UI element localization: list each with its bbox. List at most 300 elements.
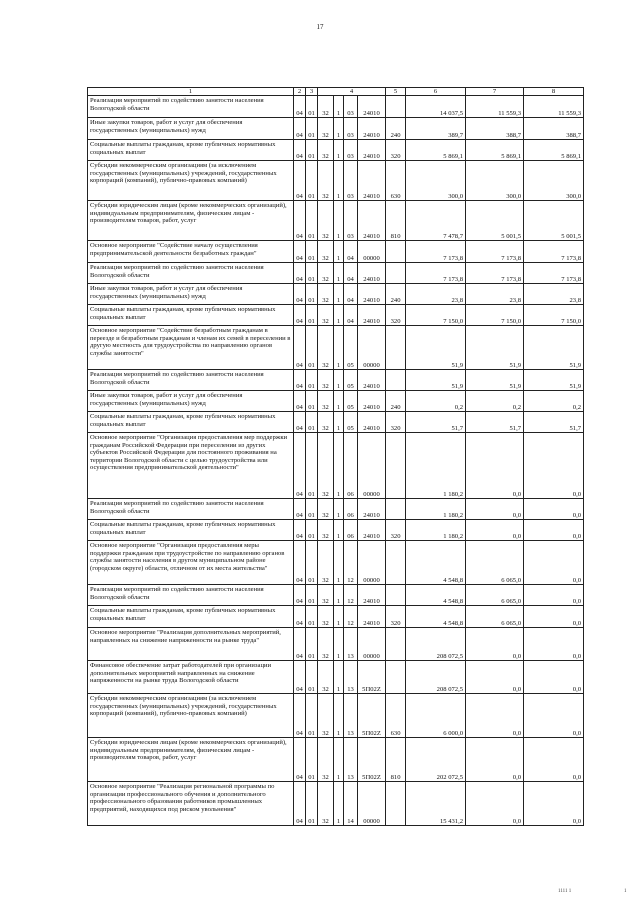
row-cell-c2: 04	[294, 541, 306, 585]
row-cell-c6: 5 869,1	[406, 140, 466, 161]
row-cell-c5	[386, 782, 406, 826]
footer-code: 1111 1	[558, 889, 572, 894]
row-cell-k4: 00000	[358, 433, 386, 499]
row-cell-k3: 13	[344, 738, 358, 782]
row-name-cell: Реализация мероприятий по содействию занятости населения Вологодской области	[88, 263, 294, 284]
row-cell-k4: 00000	[358, 241, 386, 263]
row-cell-c2: 04	[294, 391, 306, 412]
table-row	[88, 391, 584, 412]
row-cell-c3: 01	[306, 284, 318, 305]
row-cell-k2: 1	[334, 370, 344, 391]
row-cell-c2: 04	[294, 520, 306, 541]
row-cell-k3: 12	[344, 606, 358, 628]
row-cell-c7: 51,9	[466, 326, 524, 370]
row-cell-c5: 240	[386, 284, 406, 305]
row-cell-c8: 0,0	[524, 694, 584, 738]
row-cell-c6: 4 548,8	[406, 585, 466, 606]
row-cell-k4: 24010	[358, 201, 386, 241]
row-cell-c2: 04	[294, 201, 306, 241]
row-cell-k1: 32	[318, 241, 334, 263]
row-name-cell: Социальные выплаты гражданам, кроме публичных нормативных социальных выплат	[88, 412, 294, 433]
row-cell-c5: 630	[386, 161, 406, 201]
row-cell-c5: 320	[386, 412, 406, 433]
row-cell-c2: 04	[294, 628, 306, 661]
row-cell-c6: 7 173,8	[406, 263, 466, 284]
table-row	[88, 520, 584, 541]
row-cell-c6: 51,9	[406, 326, 466, 370]
row-cell-c3: 01	[306, 161, 318, 201]
row-cell-c8: 0,0	[524, 738, 584, 782]
row-cell-c7: 0,2	[466, 391, 524, 412]
row-cell-k3: 12	[344, 585, 358, 606]
row-cell-c3: 01	[306, 585, 318, 606]
row-cell-c3: 01	[306, 201, 318, 241]
row-cell-c7: 6 065,0	[466, 541, 524, 585]
row-cell-k2: 1	[334, 161, 344, 201]
row-cell-k2: 1	[334, 738, 344, 782]
row-cell-k2: 1	[334, 140, 344, 161]
row-name-cell: Субсидии некоммерческим организациям (за исключением государственных (муниципальных) учреждений, государственных корпораций (компаний), публично-правовых компаний)	[88, 694, 294, 738]
row-cell-c7: 0,0	[466, 694, 524, 738]
row-cell-k4: 00000	[358, 782, 386, 826]
table-row	[88, 606, 584, 628]
row-cell-c7: 0,0	[466, 433, 524, 499]
row-cell-c5	[386, 263, 406, 284]
row-cell-k4: 24010	[358, 585, 386, 606]
row-cell-c7: 0,0	[466, 499, 524, 520]
row-cell-k3: 03	[344, 201, 358, 241]
table-row	[88, 140, 584, 161]
row-cell-c6: 4 548,8	[406, 541, 466, 585]
row-cell-k2: 1	[334, 606, 344, 628]
row-cell-c2: 04	[294, 433, 306, 499]
footer-mark: 1	[624, 889, 627, 894]
row-cell-c8: 0,0	[524, 499, 584, 520]
row-cell-c7: 51,9	[466, 370, 524, 391]
row-cell-k4: 24010	[358, 263, 386, 284]
row-cell-k3: 12	[344, 541, 358, 585]
row-cell-c3: 01	[306, 628, 318, 661]
row-cell-c5: 810	[386, 201, 406, 241]
row-cell-c2: 04	[294, 412, 306, 433]
table-row	[88, 263, 584, 284]
row-cell-c8: 300,0	[524, 161, 584, 201]
row-cell-k1: 32	[318, 782, 334, 826]
row-cell-c5	[386, 628, 406, 661]
row-cell-c7: 300,0	[466, 161, 524, 201]
row-cell-k3: 06	[344, 520, 358, 541]
row-cell-k4: 00000	[358, 326, 386, 370]
table-row	[88, 661, 584, 694]
row-cell-k2: 1	[334, 118, 344, 140]
row-cell-k2: 1	[334, 782, 344, 826]
row-cell-k3: 05	[344, 412, 358, 433]
row-cell-c6: 51,9	[406, 370, 466, 391]
table-row	[88, 370, 584, 391]
row-cell-c8: 51,9	[524, 326, 584, 370]
row-cell-k3: 04	[344, 305, 358, 326]
row-cell-k3: 03	[344, 140, 358, 161]
row-cell-c3: 01	[306, 694, 318, 738]
row-cell-c8: 23,8	[524, 284, 584, 305]
row-cell-k1: 32	[318, 201, 334, 241]
row-name-cell: Основное мероприятие "Содействие безработным гражданам в переезде и безработным гражданам и членам их семей в переселении в другую местность для трудоустройства по направлению органов службы занятости"	[88, 326, 294, 370]
row-cell-k4: 24010	[358, 284, 386, 305]
row-cell-k4: 24010	[358, 606, 386, 628]
row-cell-c2: 04	[294, 241, 306, 263]
row-cell-c3: 01	[306, 433, 318, 499]
row-cell-k3: 05	[344, 326, 358, 370]
row-cell-c7: 388,7	[466, 118, 524, 140]
table-row	[88, 241, 584, 263]
budget-table	[87, 87, 584, 826]
row-cell-k1: 32	[318, 541, 334, 585]
row-cell-c8: 0,2	[524, 391, 584, 412]
table-row	[88, 694, 584, 738]
row-cell-c6: 1 180,2	[406, 520, 466, 541]
row-cell-c2: 04	[294, 284, 306, 305]
row-cell-k3: 14	[344, 782, 358, 826]
row-name-cell: Социальные выплаты гражданам, кроме публичных нормативных социальных выплат	[88, 606, 294, 628]
row-cell-c3: 01	[306, 606, 318, 628]
row-cell-c3: 01	[306, 499, 318, 520]
row-cell-c6: 51,7	[406, 412, 466, 433]
page-number: 17	[316, 23, 324, 31]
row-cell-k1: 32	[318, 412, 334, 433]
table-row	[88, 326, 584, 370]
row-cell-c8: 7 173,8	[524, 263, 584, 284]
table-body	[88, 88, 584, 826]
row-cell-c8: 11 559,3	[524, 96, 584, 118]
row-cell-k2: 1	[334, 628, 344, 661]
header-cell-8: 8	[524, 88, 584, 96]
row-cell-c7: 6 065,0	[466, 606, 524, 628]
row-cell-k3: 05	[344, 370, 358, 391]
row-cell-c7: 11 559,3	[466, 96, 524, 118]
row-cell-k2: 1	[334, 694, 344, 738]
row-cell-k1: 32	[318, 738, 334, 782]
row-cell-k4: 24010	[358, 305, 386, 326]
row-cell-c7: 6 065,0	[466, 585, 524, 606]
row-cell-c6: 0,2	[406, 391, 466, 412]
table-row	[88, 499, 584, 520]
row-cell-c5	[386, 433, 406, 499]
row-cell-c3: 01	[306, 661, 318, 694]
row-cell-k4: 5П02Z	[358, 738, 386, 782]
row-cell-k4: 24010	[358, 118, 386, 140]
header-cell-6: 6	[406, 88, 466, 96]
row-cell-k2: 1	[334, 433, 344, 499]
row-cell-c8: 5 001,5	[524, 201, 584, 241]
row-cell-k1: 32	[318, 433, 334, 499]
row-cell-c2: 04	[294, 326, 306, 370]
row-cell-c6: 1 180,2	[406, 499, 466, 520]
row-name-cell: Реализация мероприятий по содействию занятости населения Вологодской области	[88, 585, 294, 606]
row-name-cell: Основное мероприятие "Реализация дополнительных мероприятий, направленных на снижение напряженности на рынке труда"	[88, 628, 294, 661]
row-name-cell: Финансовое обеспечение затрат работодателей при организации дополнительных мероприятий направленных на снижение напряженности на рынке труда Вологодской области	[88, 661, 294, 694]
row-cell-c3: 01	[306, 391, 318, 412]
row-name-cell: Основное мероприятие "Реализация региональной программы по организации профессионального обучения и дополнительного профессионального образования работников промышленных предприятий, находящихся под риском увольнения"	[88, 782, 294, 826]
row-cell-c7: 7 173,8	[466, 263, 524, 284]
row-cell-c5	[386, 370, 406, 391]
table-row	[88, 782, 584, 826]
row-cell-k3: 04	[344, 284, 358, 305]
row-name-cell: Реализация мероприятий по содействию занятости населения Вологодской области	[88, 499, 294, 520]
row-cell-k4: 24010	[358, 499, 386, 520]
row-cell-k2: 1	[334, 499, 344, 520]
row-cell-k1: 32	[318, 628, 334, 661]
row-name-cell: Иные закупки товаров, работ и услуг для обеспечения государственных (муниципальных) нужд	[88, 391, 294, 412]
row-cell-c5: 240	[386, 391, 406, 412]
row-cell-c2: 04	[294, 499, 306, 520]
row-cell-c8: 0,0	[524, 541, 584, 585]
row-cell-c6: 7 478,7	[406, 201, 466, 241]
row-cell-c8: 5 869,1	[524, 140, 584, 161]
row-cell-k1: 32	[318, 585, 334, 606]
row-cell-c6: 7 150,0	[406, 305, 466, 326]
row-cell-k3: 04	[344, 241, 358, 263]
row-cell-c6: 4 548,8	[406, 606, 466, 628]
row-cell-c7: 0,0	[466, 738, 524, 782]
row-cell-c5: 240	[386, 118, 406, 140]
row-cell-k2: 1	[334, 541, 344, 585]
row-cell-c6: 300,0	[406, 161, 466, 201]
row-cell-c5: 630	[386, 694, 406, 738]
row-cell-c2: 04	[294, 161, 306, 201]
row-name-cell: Субсидии юридическим лицам (кроме некоммерческих организаций), индивидуальным предпринимателям, физическим лицам - производителям товаров, работ, услуг	[88, 738, 294, 782]
row-cell-k1: 32	[318, 661, 334, 694]
row-cell-k4: 5П02Z	[358, 694, 386, 738]
table-row	[88, 305, 584, 326]
row-cell-c6: 1 180,2	[406, 433, 466, 499]
row-cell-k4: 00000	[358, 541, 386, 585]
row-cell-k1: 32	[318, 694, 334, 738]
row-cell-c6: 15 431,2	[406, 782, 466, 826]
row-cell-c8: 0,0	[524, 585, 584, 606]
row-cell-k2: 1	[334, 263, 344, 284]
row-cell-c3: 01	[306, 520, 318, 541]
row-name-cell: Субсидии некоммерческим организациям (за исключением государственных (муниципальных) учреждений, государственных корпораций (компаний), публично-правовых компаний)	[88, 161, 294, 201]
table-row	[88, 628, 584, 661]
row-cell-k2: 1	[334, 585, 344, 606]
row-cell-c5	[386, 96, 406, 118]
row-cell-k4: 24010	[358, 520, 386, 541]
row-cell-c2: 04	[294, 738, 306, 782]
row-cell-c5: 320	[386, 140, 406, 161]
row-name-cell: Социальные выплаты гражданам, кроме публичных нормативных социальных выплат	[88, 305, 294, 326]
row-cell-c5	[386, 326, 406, 370]
row-cell-c3: 01	[306, 305, 318, 326]
row-cell-c3: 01	[306, 118, 318, 140]
row-cell-k3: 06	[344, 433, 358, 499]
row-cell-k1: 32	[318, 263, 334, 284]
row-cell-c7: 7 150,0	[466, 305, 524, 326]
row-cell-c3: 01	[306, 96, 318, 118]
row-cell-k2: 1	[334, 284, 344, 305]
row-cell-c5	[386, 241, 406, 263]
row-cell-c7: 0,0	[466, 628, 524, 661]
row-cell-c7: 7 173,8	[466, 241, 524, 263]
row-cell-c6: 389,7	[406, 118, 466, 140]
row-cell-k4: 24010	[358, 161, 386, 201]
row-cell-k4: 5П02Z	[358, 661, 386, 694]
row-cell-c5: 320	[386, 606, 406, 628]
row-cell-k1: 32	[318, 305, 334, 326]
row-cell-c5	[386, 585, 406, 606]
row-cell-k2: 1	[334, 661, 344, 694]
row-name-cell: Основное мероприятие "Организация предоставления меры поддержки гражданам при трудоустройстве по направлению органов службы занятости населения в другом муниципальном районе (городском округе) области, отличном от их места жительства"	[88, 541, 294, 585]
row-name-cell: Социальные выплаты гражданам, кроме публичных нормативных социальных выплат	[88, 140, 294, 161]
header-cell-7: 7	[466, 88, 524, 96]
table-row	[88, 118, 584, 140]
row-cell-k2: 1	[334, 305, 344, 326]
row-cell-k3: 13	[344, 628, 358, 661]
row-cell-c7: 0,0	[466, 782, 524, 826]
row-cell-c2: 04	[294, 694, 306, 738]
row-cell-k3: 03	[344, 161, 358, 201]
header-cell-2: 2	[294, 88, 306, 96]
row-cell-c8: 7 173,8	[524, 241, 584, 263]
row-cell-c3: 01	[306, 241, 318, 263]
row-cell-c2: 04	[294, 661, 306, 694]
row-cell-k4: 24010	[358, 140, 386, 161]
row-cell-k4: 24010	[358, 391, 386, 412]
row-cell-c3: 01	[306, 140, 318, 161]
row-cell-k1: 32	[318, 370, 334, 391]
row-cell-c7: 51,7	[466, 412, 524, 433]
budget-table-container	[87, 87, 583, 826]
row-cell-c8: 51,9	[524, 370, 584, 391]
row-cell-c2: 04	[294, 585, 306, 606]
row-cell-k2: 1	[334, 391, 344, 412]
header-cell-5: 5	[386, 88, 406, 96]
row-cell-c2: 04	[294, 118, 306, 140]
row-cell-c5: 320	[386, 305, 406, 326]
row-cell-c2: 04	[294, 370, 306, 391]
header-cell-1: 1	[88, 88, 294, 96]
header-row	[88, 88, 584, 96]
row-name-cell: Основное мероприятие "Содействие началу осуществления предпринимательской деятельности безработных граждан"	[88, 241, 294, 263]
row-cell-k3: 03	[344, 118, 358, 140]
row-cell-c3: 01	[306, 412, 318, 433]
row-cell-c7: 0,0	[466, 520, 524, 541]
row-name-cell: Субсидии юридическим лицам (кроме некоммерческих организаций), индивидуальным предпринимателям, физическим лицам - производителям товаров, работ, услуг	[88, 201, 294, 241]
row-cell-k1: 32	[318, 326, 334, 370]
header-cell-3: 3	[306, 88, 318, 96]
row-cell-k4: 24010	[358, 370, 386, 391]
row-cell-c2: 04	[294, 606, 306, 628]
row-cell-c8: 0,0	[524, 782, 584, 826]
row-cell-c6: 23,8	[406, 284, 466, 305]
row-name-cell: Реализация мероприятий по содействию занятости населения Вологодской области	[88, 96, 294, 118]
row-cell-c5: 810	[386, 738, 406, 782]
row-cell-c6: 6 000,0	[406, 694, 466, 738]
row-cell-c2: 04	[294, 263, 306, 284]
row-cell-k1: 32	[318, 96, 334, 118]
row-cell-k2: 1	[334, 201, 344, 241]
row-cell-c8: 0,0	[524, 628, 584, 661]
table-row	[88, 541, 584, 585]
row-cell-c2: 04	[294, 96, 306, 118]
row-cell-c5: 320	[386, 520, 406, 541]
row-cell-k4: 24010	[358, 96, 386, 118]
row-cell-k4: 00000	[358, 628, 386, 661]
row-cell-k3: 03	[344, 96, 358, 118]
row-cell-k1: 32	[318, 606, 334, 628]
row-cell-c2: 04	[294, 305, 306, 326]
table-row	[88, 412, 584, 433]
row-cell-c5	[386, 499, 406, 520]
row-cell-c8: 0,0	[524, 433, 584, 499]
row-cell-c8: 51,7	[524, 412, 584, 433]
row-cell-k1: 32	[318, 520, 334, 541]
row-cell-c5	[386, 661, 406, 694]
row-cell-c2: 04	[294, 782, 306, 826]
row-cell-k3: 13	[344, 694, 358, 738]
row-cell-c3: 01	[306, 782, 318, 826]
row-cell-c8: 0,0	[524, 606, 584, 628]
row-cell-c7: 23,8	[466, 284, 524, 305]
row-cell-k1: 32	[318, 161, 334, 201]
table-row	[88, 284, 584, 305]
row-cell-c8: 7 150,0	[524, 305, 584, 326]
row-cell-c7: 5 869,1	[466, 140, 524, 161]
row-cell-k2: 1	[334, 241, 344, 263]
row-cell-k2: 1	[334, 412, 344, 433]
row-cell-c6: 14 037,5	[406, 96, 466, 118]
row-name-cell: Основное мероприятие "Организация предоставления мер поддержки гражданам Российской Федерации при переселении из других субъектов Российской Федерации для постоянного проживания на территории Вологодской области с целью трудоустройства или осуществления предпринимательской деятельности"	[88, 433, 294, 499]
row-cell-k2: 1	[334, 326, 344, 370]
row-cell-k4: 24010	[358, 412, 386, 433]
row-cell-c8: 0,0	[524, 661, 584, 694]
row-cell-k1: 32	[318, 140, 334, 161]
row-cell-k3: 06	[344, 499, 358, 520]
row-cell-c7: 5 001,5	[466, 201, 524, 241]
table-row	[88, 161, 584, 201]
row-cell-k3: 05	[344, 391, 358, 412]
row-cell-k1: 32	[318, 284, 334, 305]
row-cell-k1: 32	[318, 391, 334, 412]
row-cell-k2: 1	[334, 520, 344, 541]
row-cell-c6: 7 173,8	[406, 241, 466, 263]
row-cell-k1: 32	[318, 118, 334, 140]
row-cell-c3: 01	[306, 370, 318, 391]
row-name-cell: Социальные выплаты гражданам, кроме публичных нормативных социальных выплат	[88, 520, 294, 541]
row-cell-k3: 13	[344, 661, 358, 694]
row-cell-c7: 0,0	[466, 661, 524, 694]
row-cell-c2: 04	[294, 140, 306, 161]
row-cell-c6: 208 072,5	[406, 661, 466, 694]
row-cell-c3: 01	[306, 738, 318, 782]
header-cell-4: 4	[318, 88, 386, 96]
table-row	[88, 738, 584, 782]
row-cell-c8: 388,7	[524, 118, 584, 140]
row-cell-k1: 32	[318, 499, 334, 520]
table-row	[88, 96, 584, 118]
row-cell-c3: 01	[306, 263, 318, 284]
row-cell-c3: 01	[306, 326, 318, 370]
row-cell-k2: 1	[334, 96, 344, 118]
row-cell-c5	[386, 541, 406, 585]
row-cell-c8: 0,0	[524, 520, 584, 541]
row-name-cell: Иные закупки товаров, работ и услуг для обеспечения государственных (муниципальных) нужд	[88, 284, 294, 305]
table-row	[88, 201, 584, 241]
row-cell-c6: 202 072,5	[406, 738, 466, 782]
table-row	[88, 433, 584, 499]
row-name-cell: Реализация мероприятий по содействию занятости населения Вологодской области	[88, 370, 294, 391]
table-row	[88, 585, 584, 606]
row-cell-k3: 04	[344, 263, 358, 284]
